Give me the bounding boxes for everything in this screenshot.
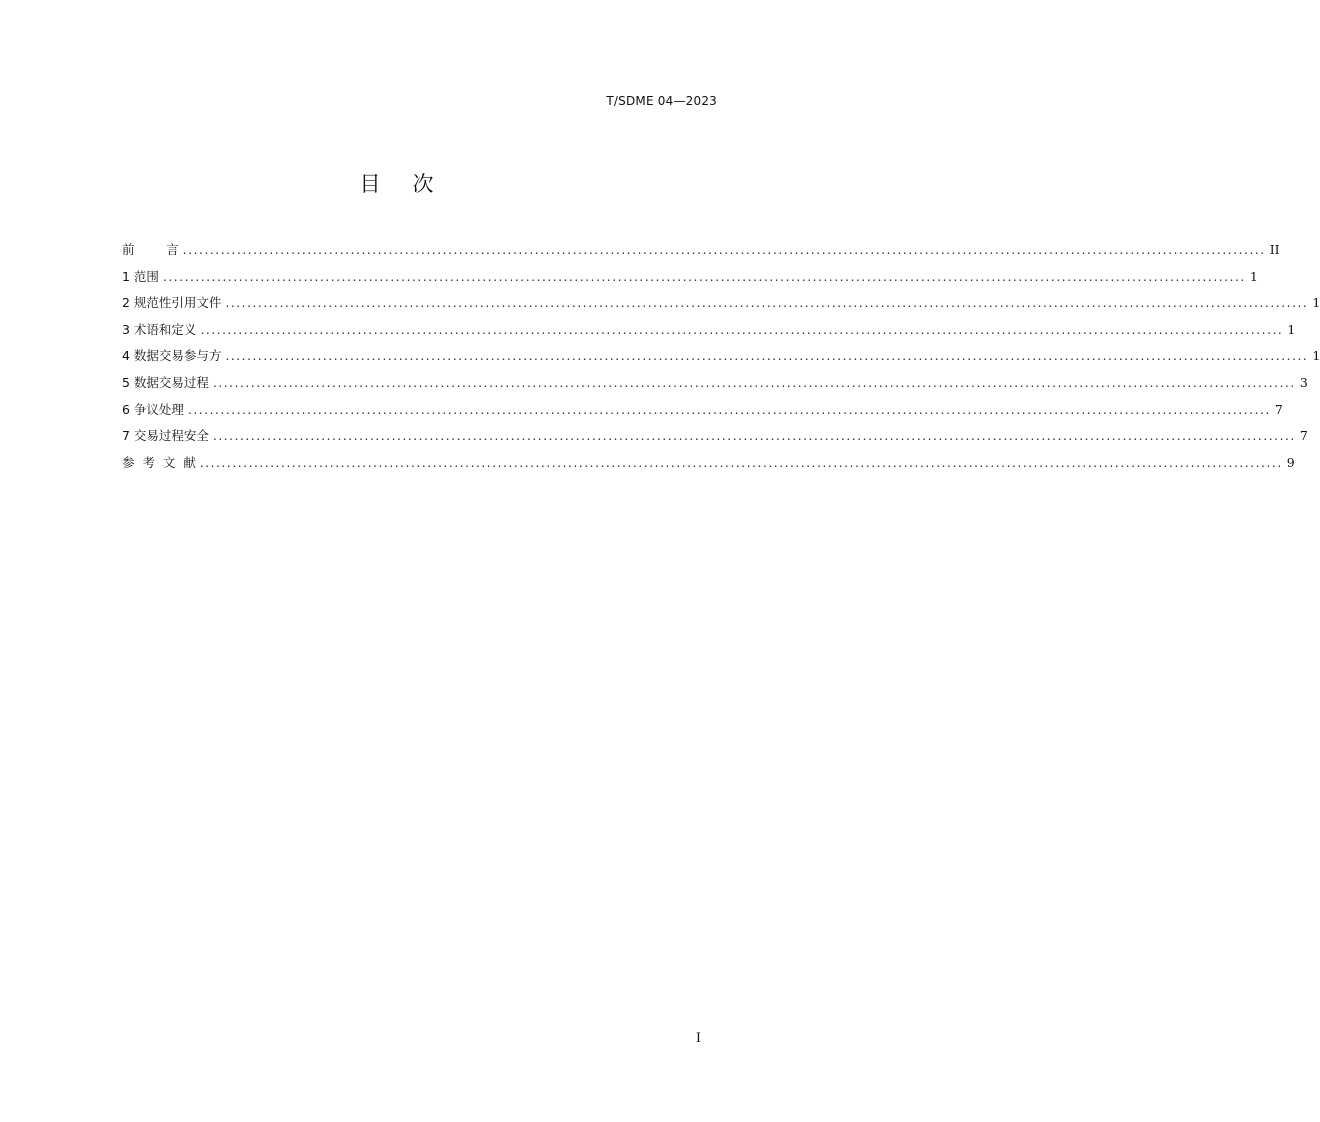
toc-entry-page: 1 (1287, 321, 1296, 337)
toc-dot-leader: ........................................................................................................................................................................................................ (200, 322, 1284, 337)
toc-entry[interactable] (122, 373, 1308, 400)
toc-entry[interactable] (122, 400, 1283, 427)
toc-entry-label: 7 交易过程安全 (122, 428, 209, 444)
toc-entry-page: 1 (1249, 268, 1258, 284)
toc-entry[interactable] (122, 267, 1258, 294)
toc-dot-leader: ........................................................................................................................................................................................................ (225, 296, 1309, 311)
toc-entry[interactable] (122, 426, 1308, 453)
toc-entry-label: 3 术语和定义 (122, 321, 197, 337)
toc-entry[interactable] (122, 453, 1295, 480)
toc-dot-leader: ........................................................................................................................................................................................................ (225, 349, 1309, 364)
toc-dot-leader: ........................................................................................................................................................................................................ (162, 269, 1246, 284)
standard-code: T/SDME 04—2023 (606, 94, 717, 108)
toc-title: 目次 (359, 172, 466, 196)
toc-entry-label: 2 规范性引用文件 (122, 295, 222, 311)
toc-entry[interactable] (122, 240, 1280, 267)
toc-dot-leader: ........................................................................................................................................................................................................ (182, 243, 1266, 257)
toc-entry-page: 1 (1312, 295, 1320, 311)
toc-entry-page: 7 (1274, 401, 1283, 417)
toc-entry-label: 前 言 (122, 242, 179, 257)
toc-dot-leader: ........................................................................................................................................................................................................ (187, 402, 1271, 417)
toc-entry-label: 5 数据交易过程 (122, 374, 209, 390)
toc-entry-label: 6 争议处理 (122, 401, 184, 417)
toc-entry-page: 3 (1299, 374, 1308, 390)
toc-entry-label: 参 考 文 献 (122, 454, 196, 470)
toc-list (122, 240, 1320, 479)
toc-entry[interactable] (122, 320, 1296, 347)
toc-dot-leader: ........................................................................................................................................................................................................ (212, 429, 1296, 444)
toc-dot-leader: ........................................................................................................................................................................................................ (212, 375, 1296, 390)
toc-entry[interactable] (122, 346, 1320, 373)
page-number: I (695, 1031, 701, 1046)
toc-entry-label: 4 数据交易参与方 (122, 348, 222, 364)
toc-entry-page: II (1269, 242, 1280, 257)
toc-entry-page: 1 (1312, 348, 1320, 364)
toc-entry-page: 9 (1286, 454, 1295, 470)
toc-entry-page: 7 (1299, 428, 1308, 444)
toc-entry[interactable] (122, 293, 1320, 320)
toc-entry-label: 1 范围 (122, 268, 159, 284)
toc-dot-leader: ........................................................................................................................................................................................................ (199, 455, 1283, 470)
